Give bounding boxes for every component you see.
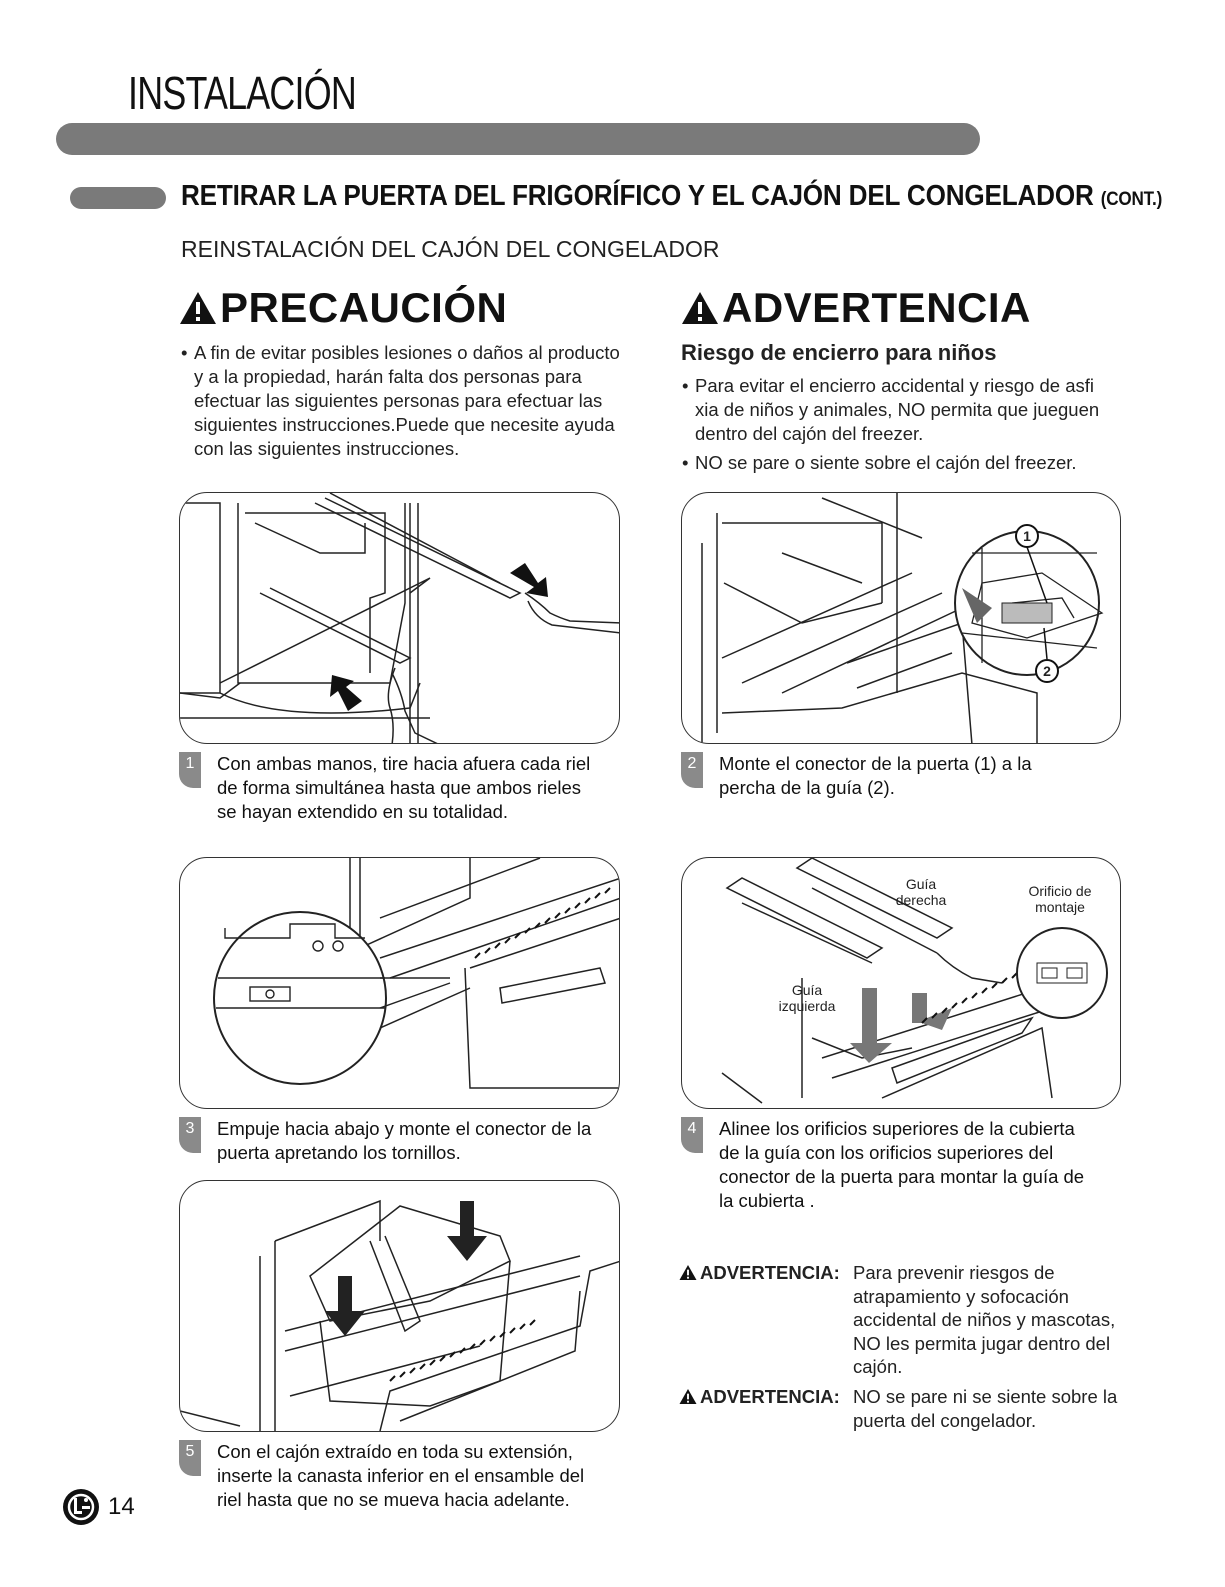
figure-step-4 [681,857,1121,1109]
page-number: 14 [108,1493,135,1520]
note-line: NO les permita jugar dentro del [853,1332,1111,1354]
step-line: Monte el conector de la puerta (1) a la [719,753,1032,774]
rail-extension-illustration [180,493,620,744]
note-label [678,1385,853,1432]
step-line: conector de la puerta para montar la guía de [719,1166,1085,1187]
figure-step-3 [179,857,620,1109]
note-label [678,1261,853,1379]
step-line: de la guía con los orificios superiores del [719,1142,1054,1163]
door-connector-illustration [682,493,1121,744]
warning-title-text: ADVERTENCIA [722,284,1031,331]
step-line: Empuje hacia abajo y monte el conector de la [217,1118,592,1139]
note-line: Para prevenir riesgos de [853,1262,1055,1283]
advertencia-note-2 [678,1385,1117,1432]
guide-cover-illustration [682,858,1121,1109]
main-heading [181,180,1162,213]
step-badge: 3 [179,1117,201,1153]
caution-line: A fin de evitar posibles lesiones o daños al producto [194,342,620,363]
step-badge: 5 [179,1440,201,1476]
figure-step-2 [681,492,1121,744]
label-guia-derecha: Guía [905,876,937,892]
step-text [217,752,590,824]
step-badge: 4 [681,1117,703,1153]
caution-line: y a la propiedad, harán falta dos personas para [194,366,582,387]
warning-triangle-icon [680,290,720,326]
footer [62,1488,135,1526]
step-line: la cubierta . [719,1190,815,1211]
basket-insert-illustration [180,1181,620,1432]
caution-line: con las siguientes instrucciones. [194,438,460,459]
step-4 [681,1117,1084,1213]
step-text [217,1440,584,1512]
note-line: puerta del congelador. [853,1409,1037,1431]
warning-lines [695,374,1099,446]
caution-title-text: PRECAUCIÓN [220,284,508,331]
step-badge: 2 [681,752,703,788]
label-orificio: Orificio de [1028,883,1092,899]
step-3 [179,1117,591,1165]
note-line: cajón. [853,1356,903,1377]
warning-text [682,374,1152,475]
step-5 [179,1440,584,1512]
heading-cont: (CONT.) [1100,189,1163,210]
caution-bullet [181,341,661,461]
step-line: se hayan extendido en su totalidad. [217,801,509,822]
step-text [719,752,1032,800]
warning-bullet [682,451,1152,475]
step-line: Alinee los orificios superiores de la cubierta [719,1118,1075,1139]
header-bar [56,123,980,155]
step-text [217,1117,591,1165]
step-1 [179,752,590,824]
callout-2: 2 [1043,663,1051,679]
note-label-text: ADVERTENCIA: [700,1262,840,1283]
bullet-dot: • [181,342,188,363]
step-line: riel hasta que no se mueva hacia adelante. [217,1489,570,1510]
bullet-dot: • [682,375,689,396]
warning-line: NO se pare o siente sobre el cajón del freezer. [695,452,1077,473]
step-line: de forma simultánea hasta que ambos rieles [217,777,582,798]
label-guia-derecha: derecha [895,892,947,908]
note-line: NO se pare ni se siente sobre la [853,1386,1118,1407]
label-orificio: montaje [1035,899,1085,915]
lg-logo-icon [62,1488,100,1526]
note-line: atrapamiento y sofocación [853,1285,1069,1307]
callout-1: 1 [1023,528,1031,544]
step-text [719,1117,1084,1213]
caution-line: siguientes instrucciones.Puede que necesite ayuda [194,414,615,435]
warning-title [680,284,1031,332]
figure-step-5 [179,1180,620,1432]
step-badge: 1 [179,752,201,788]
warning-triangle-icon [678,1388,698,1405]
warning-line: xia de niños y animales, NO permita que jueguen [695,399,1100,420]
label-guia-izquierda: Guía [791,982,823,998]
note-text [853,1385,1117,1432]
step-line: Con el cajón extraído en toda su extensión, [217,1441,573,1462]
sub-heading: REINSTALACIÓN DEL CAJÓN DEL CONGELADOR [181,236,720,262]
advertencia-note-1 [678,1261,1115,1379]
section-title: INSTALACIÓN [128,67,357,119]
warning-bullet [682,374,1152,446]
step-2 [681,752,1032,800]
main-heading-text: RETIRAR LA PUERTA DEL FRIGORÍFICO Y EL CAJÓN DEL CONGELADOR [181,180,1094,212]
caution-title [178,284,507,332]
screw-connector-illustration [180,858,620,1109]
heading-marker [70,187,166,209]
figure-step-1 [179,492,620,744]
step-line: puerta apretando los tornillos. [217,1142,461,1163]
note-line: accidental de niños y mascotas, [853,1309,1116,1330]
warning-line: dentro del cajón del freezer. [695,423,924,444]
label-guia-izquierda: izquierda [778,998,836,1014]
step-line: inserte la canasta inferior en el ensamble del [217,1465,585,1486]
bullet-dot: • [682,452,689,473]
warning-line: Para evitar el encierro accidental y riesgo de asfi [695,375,1094,396]
step-line: Con ambas manos, tire hacia afuera cada riel [217,753,591,774]
caution-lines [194,341,620,461]
warning-triangle-icon [178,290,218,326]
step-line: percha de la guía (2). [719,777,895,798]
caution-text [181,341,661,461]
warning-subtitle: Riesgo de encierro para niños [681,340,997,365]
note-label-text: ADVERTENCIA: [700,1386,840,1407]
note-text [853,1261,1115,1379]
warning-triangle-icon [678,1264,698,1281]
caution-line: efectuar las siguientes personas para efectuar las [194,390,603,411]
